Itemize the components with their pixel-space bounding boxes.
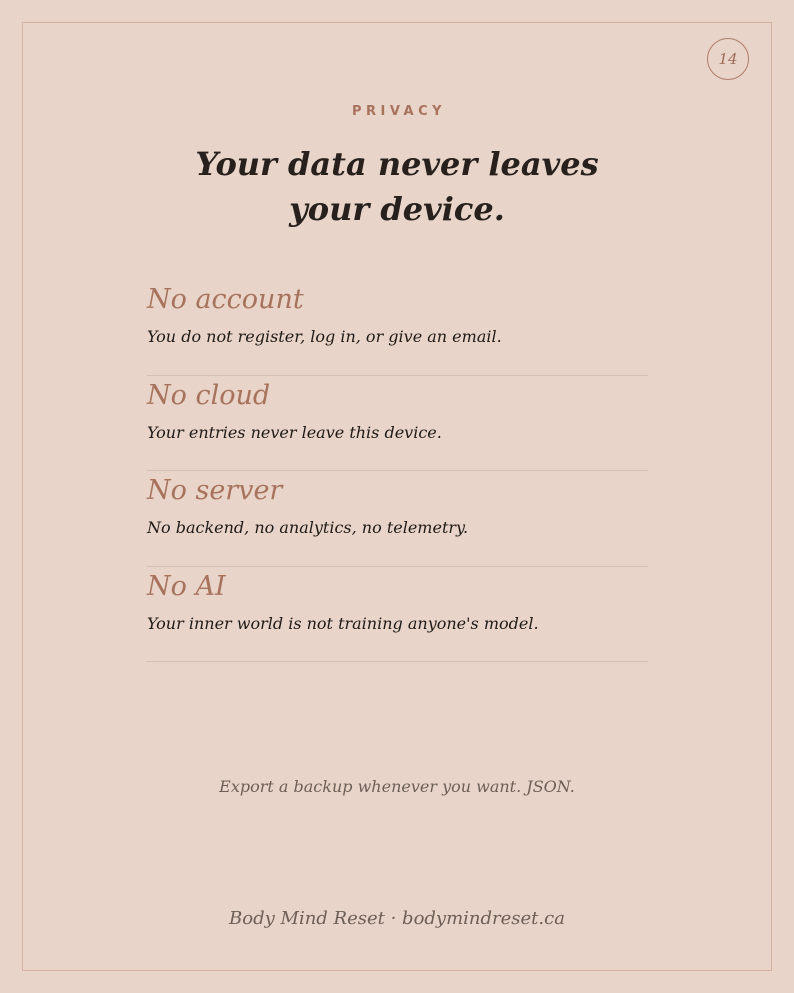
item-title-no-server: No server bbox=[147, 475, 283, 506]
footer-brand: Body Mind Reset · bodymindreset.ca bbox=[229, 908, 565, 929]
item-title-no-cloud: No cloud bbox=[147, 379, 271, 411]
list-item bbox=[147, 471, 648, 567]
page-title-line-1: Your data never leaves bbox=[195, 145, 599, 183]
item-description-no-account: You do not register, log in, or give an email. bbox=[147, 327, 502, 346]
item-description-no-cloud: Your entries never leave this device. bbox=[147, 422, 442, 442]
item-title-no-account: No account bbox=[147, 284, 304, 315]
page-number: 14 bbox=[718, 50, 738, 68]
list-item bbox=[147, 280, 648, 376]
export-note: Export a backup whenever you want. JSON. bbox=[219, 777, 575, 796]
list-item bbox=[147, 567, 648, 663]
item-description-no-server: No backend, no analytics, no telemetry. bbox=[147, 518, 469, 537]
list-item bbox=[147, 376, 648, 472]
item-title-no-ai: No AI bbox=[147, 570, 226, 602]
section-label: PRIVACY bbox=[351, 104, 447, 119]
privacy-list bbox=[147, 280, 648, 662]
page-title bbox=[0, 142, 794, 232]
item-description-no-ai: Your inner world is not training anyone's model. bbox=[147, 613, 539, 633]
page-title-line-2: your device. bbox=[289, 190, 505, 228]
page-number-badge bbox=[707, 38, 749, 80]
